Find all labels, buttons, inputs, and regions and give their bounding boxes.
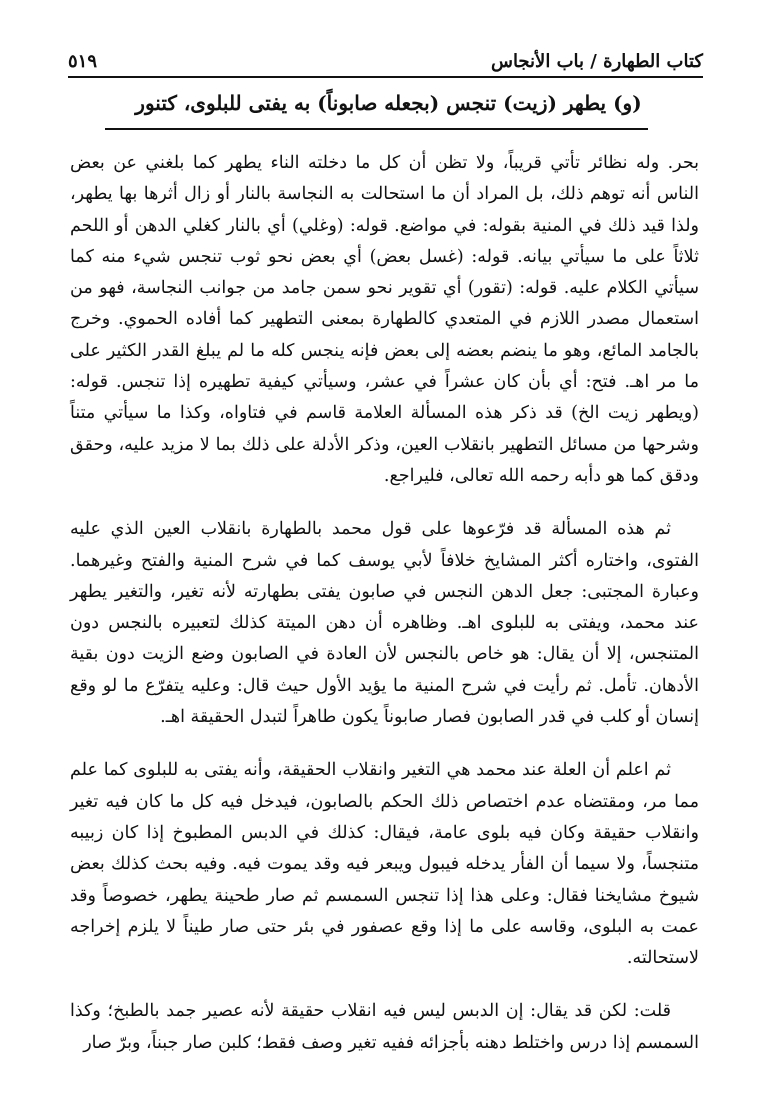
paragraph: ثم اعلم أن العلة عند محمد هي التغير وانقلاب الحقيقة، وأنه يفتى به للبلوى كما علم مما مر، ومقتضاه عدم اختصاص ذلك الحكم بالصابون، فيدخل فيه كل ما كان فيه تغير وانقلاب حقيقة وكان فيه بلوى عامة، فيقال: كذلك في الدبس المطبوخ إذا كان زبيبه متنجساً، ولا سيما أن الفأر يدخله فيبول ويبعر فيه وقد يموت فيه. وفيه بحث كذلك بعض شيوخ مشايخنا فقال: وعلى هذا إذا تنجس السمسم ثم صار طحينة يطهر، خصوصاً وقد عمت به البلوى، وقاسه على ما إذا وقع عصفور في بئر حتى صار طيناً لا يلزم إخراجه لاستحالته. <box>70 760 699 969</box>
commentary-body <box>70 148 699 1059</box>
paragraph: بحر. وله نظائر تأتي قريباً، ولا تظن أن كل ما دخلته الناء يطهر كما بلغني عن بعض الناس أنه توهم ذلك، بل المراد أن ما استحالت به النجاسة بالنار أو زال أثرها بها يطهر، ولذا قيد ذلك في المنية بقوله: في مواضع. قوله: (وغلي) أي بالنار كغلي الدهن أو اللحم ثلاثاً على ما سيأتي بيانه. قوله: (غسل بعض) أي بعض نحو ثوب تنجس شيء منه كما سيأتي الكلام عليه. قوله: (تقور) أي تقوير نحو سمن جامد من جوانب النجاسة، فهو من استعمال مصدر اللازم في المتعدي كالطهارة بمعنى التطهير كما أفاده الحموي. وخرج بالجامد المائع، وهو ما ينضم بعضه إلى بعض فإنه ينجس كله ما لم يبلغ القدر الكثير على ما مر اهـ. فتح: أي بأن كان عشراً في عشر، وسيأتي كيفية تطهيره إذا تنجس. قوله: (ويطهر زيت الخ) قد ذكر هذه المسألة العلامة قاسم في فتاواه، وكذا ما سيأتي متناً وشرحها من مسائل التطهير بانقلاب العين، وذكر الأدلة على ذلك بما لا مزيد عليه، وحقق ودقق كما هو دأبه رحمه الله تعالى، فليراجع. <box>70 153 699 486</box>
page-header <box>68 44 703 78</box>
matn-line: (و) يطهر (زيت) تنجس (بجعله صابوناً) به يفتى للبلوى، كتنور <box>135 91 642 115</box>
paragraph: قلت: لكن قد يقال: إن الدبس ليس فيه انقلاب حقيقة لأنه عصير جمد بالطبخ؛ وكذا السمسم إذا درس واختلط دهنه بأجزائه ففيه تغير وصف فقط؛ كلبن صار جبناً، وبرّ صار <box>70 1001 699 1053</box>
running-title: كتاب الطهارة / باب الأنجاس <box>490 51 703 72</box>
page-number: ٥١٩ <box>68 51 98 72</box>
matn-divider <box>105 128 648 130</box>
paragraph: ثم هذه المسألة قد فرّعوها على قول محمد بالطهارة بانقلاب العين الذي عليه الفتوى، واختاره أكثر المشايخ خلافاً لأبي يوسف كما في شرح المنية والفتح وغيرهما. وعبارة المجتبى: جعل الدهن النجس في صابون يفتى بطهارته لأنه تغير، والتغير يطهر عند محمد، ويفتى به للبلوى اهـ. وظاهره أن دهن الميتة كذلك لتعبيره بالنجس دون المتنجس، إلا أن يقال: هو خاص بالنجس لأن العادة في الصابون وضع الزيت دون بقية الأدهان. تأمل. ثم رأيت في شرح المنية ما يؤيد الأول حيث قال: وعليه يتفرّع ما لو وقع إنسان أو كلب في قدر الصابون فصار صابوناً يكون طاهراً لتبدل الحقيقة اهـ. <box>70 519 699 728</box>
